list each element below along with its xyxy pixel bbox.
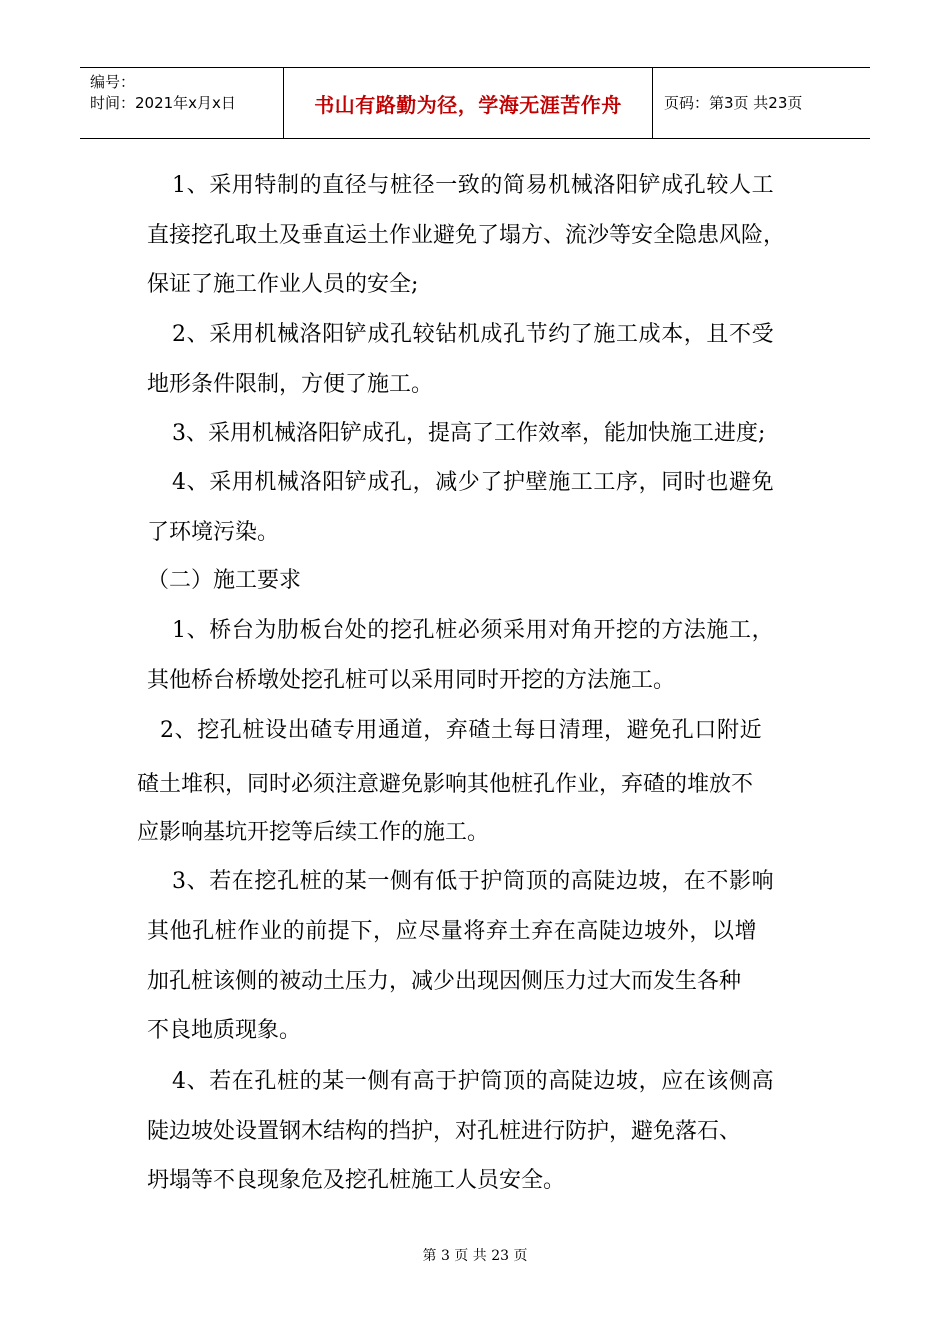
body-line: 应影响基坑开挖等后续工作的施工。 <box>137 820 490 845</box>
body-line: 直接挖孔取土及垂直运土作业避免了塌方、流沙等安全隐患风险， <box>147 223 786 248</box>
body-line: 1、采用特制的直径与桩径一致的简易机械洛阳铲成孔较人工 <box>172 173 775 198</box>
document-number-label: 编号： <box>90 73 136 91</box>
body-line: 2、挖孔桩设出碴专用通道，弃碴土每日清理，避免孔口附近 <box>160 718 763 743</box>
document-date-label: 时间：2021年x月x日 <box>90 94 236 112</box>
body-line: 碴土堆积，同时必须注意避免影响其他桩孔作业，弃碴的堆放不 <box>137 772 754 797</box>
body-line: 保证了施工作业人员的安全; <box>147 272 419 297</box>
page-footer <box>0 1245 950 1265</box>
body-line: 陡边坡处设置钢木结构的挡护，对孔桩进行防护，避免落石、 <box>147 1119 742 1144</box>
header-slogan-cell <box>283 68 653 138</box>
body-line: 了环境污染。 <box>147 520 280 545</box>
header-slogan: 书山有路勤为径，学海无涯苦作舟 <box>314 92 622 117</box>
body-line: 地形条件限制，方便了施工。 <box>147 372 434 397</box>
body-line: 坍塌等不良现象危及挖孔桩施工人员安全。 <box>147 1168 566 1193</box>
header-info-cell <box>80 68 283 138</box>
body-line: 不良地质现象。 <box>147 1018 302 1043</box>
body-line: 2、采用机械洛阳铲成孔较钻机成孔节约了施工成本，且不受 <box>172 322 775 347</box>
body-line: 3、若在挖孔桩的某一侧有低于护筒顶的高陡边坡，在不影响 <box>172 869 775 894</box>
body-line: 4、采用机械洛阳铲成孔，减少了护壁施工工序，同时也避免 <box>172 470 775 495</box>
body-line: 4、若在孔桩的某一侧有高于护筒顶的高陡边坡，应在该侧高 <box>172 1069 775 1094</box>
header-page-number: 页码：第3页 共23页 <box>664 93 803 112</box>
header-page-cell <box>653 68 870 138</box>
body-line: 加孔桩该侧的被动土压力，减少出现因侧压力过大而发生各种 <box>147 969 742 994</box>
footer-page-number: 第 3 页 共 23 页 <box>422 1248 528 1264</box>
section-heading: （二）施工要求 <box>147 568 302 593</box>
body-line: 其他桥台桥墩处挖孔桩可以采用同时开挖的方法施工。 <box>147 668 676 693</box>
body-line: 3、采用机械洛阳铲成孔，提高了工作效率，能加快施工进度; <box>172 421 766 446</box>
page-header <box>80 67 870 139</box>
body-line: 1、桥台为肋板台处的挖孔桩必须采用对角开挖的方法施工， <box>172 618 775 643</box>
body-line: 其他孔桩作业的前提下，应尽量将弃土弃在高陡边坡外，以增 <box>147 919 758 944</box>
